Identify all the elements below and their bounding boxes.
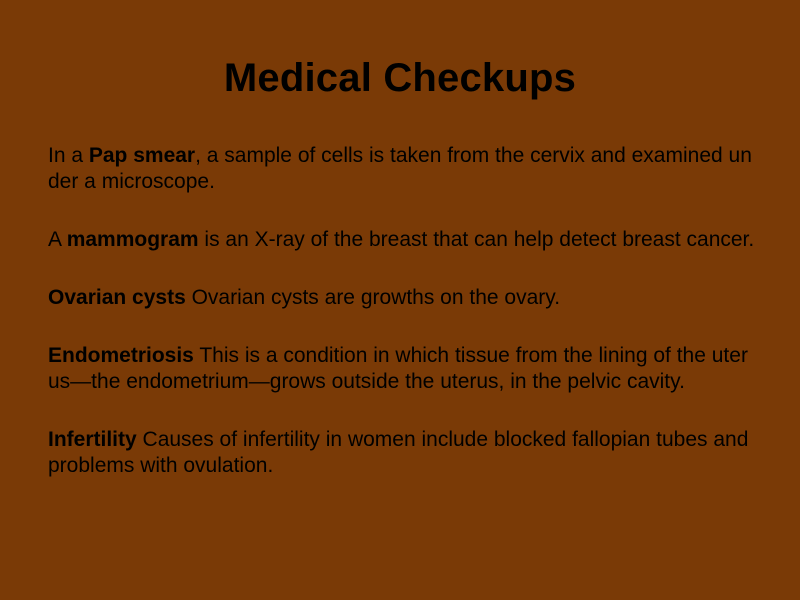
term-ovarian-cysts: Ovarian cysts xyxy=(48,286,186,309)
paragraph-text: Ovarian cysts are growths on the ovary. xyxy=(185,286,561,309)
paragraph-ovarian-cysts xyxy=(48,285,758,311)
paragraph-pap-smear xyxy=(48,143,758,195)
paragraph-text: , a sample of cells is taken from the cervix and examined under a microscope. xyxy=(48,144,752,193)
term-mammogram: mammogram xyxy=(66,228,199,251)
paragraph-endometriosis xyxy=(48,343,758,395)
paragraph-prefix: In a xyxy=(48,144,89,167)
slide-title: Medical Checkups xyxy=(223,56,577,100)
paragraph-text: Causes of infertility in women include blocked fallopian tubes and problems with ovulation. xyxy=(48,428,749,477)
paragraph-mammogram xyxy=(48,227,758,253)
term-infertility: Infertility xyxy=(48,428,137,451)
paragraph-text: is an X-ray of the breast that can help detect breast cancer. xyxy=(198,228,755,251)
term-endometriosis: Endometriosis xyxy=(48,344,194,367)
term-pap-smear: Pap smear xyxy=(88,144,196,167)
paragraph-infertility xyxy=(48,427,758,479)
slide-body xyxy=(48,143,758,511)
paragraph-prefix: A xyxy=(48,228,67,251)
paragraph-text: This is a condition in which tissue from the lining of the uterus—the endometrium—grows outside the uterus, in the pelvic cavity. xyxy=(48,344,748,393)
